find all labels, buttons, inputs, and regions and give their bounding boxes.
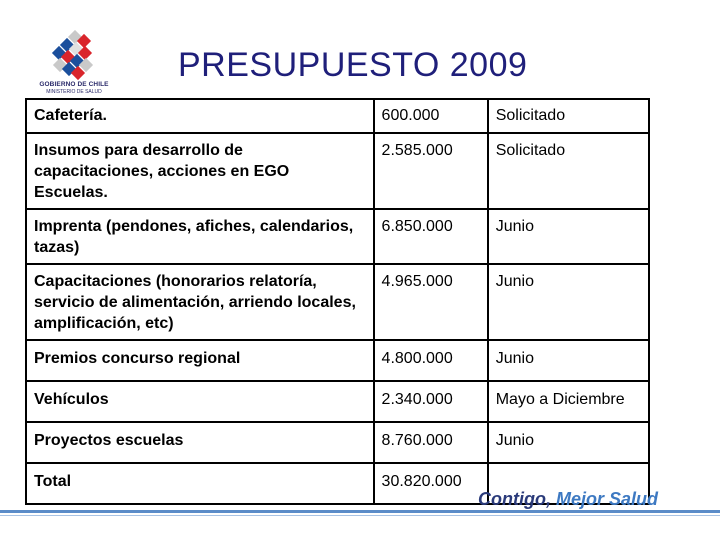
cell-status: Junio: [488, 209, 649, 264]
cell-amount: 600.000: [374, 99, 488, 133]
cell-status: Solicitado: [488, 99, 649, 133]
cell-item: Total: [26, 463, 374, 504]
cell-status: Solicitado: [488, 133, 649, 209]
slogan-part1: Contigo,: [478, 489, 551, 509]
page-title: PRESUPUESTO 2009: [178, 46, 528, 84]
cell-item: Capacitaciones (honorarios relatoría, servicio de alimentación, arriendo locales, amplificación, etc): [26, 264, 374, 340]
logo-text-ministerio: MINISTERIO DE SALUD: [46, 89, 102, 95]
cell-item: Cafetería.: [26, 99, 374, 133]
cell-status: Junio: [488, 264, 649, 340]
slogan-part2: Mejor Salud: [556, 489, 659, 509]
table-row: [26, 209, 649, 264]
cell-item: Imprenta (pendones, afiches, calendarios, tazas): [26, 209, 374, 264]
table-row: [26, 264, 649, 340]
table-row: [26, 340, 649, 381]
table-row: [26, 422, 649, 463]
budget-table: [25, 98, 650, 505]
table-row: [26, 381, 649, 422]
footer-slogan: [478, 489, 658, 510]
table-row: [26, 99, 649, 133]
cell-status: Junio: [488, 422, 649, 463]
cell-amount: 6.850.000: [374, 209, 488, 264]
cell-status: Junio: [488, 340, 649, 381]
cell-amount: 2.585.000: [374, 133, 488, 209]
cell-item: Insumos para desarrollo de capacitaciones, acciones en EGO Escuelas.: [26, 133, 374, 209]
footer-divider: [0, 510, 720, 513]
table-row: [26, 133, 649, 209]
cell-amount: 30.820.000: [374, 463, 488, 504]
cell-item: Premios concurso regional: [26, 340, 374, 381]
logo-text-gobierno: GOBIERNO DE CHILE: [39, 81, 109, 88]
cell-amount: 4.800.000: [374, 340, 488, 381]
cell-amount: 8.760.000: [374, 422, 488, 463]
cell-status: Mayo a Diciembre: [488, 381, 649, 422]
cell-amount: 4.965.000: [374, 264, 488, 340]
cell-item: Vehículos: [26, 381, 374, 422]
cell-amount: 2.340.000: [374, 381, 488, 422]
footer-divider-light: [0, 515, 720, 516]
cell-item: Proyectos escuelas: [26, 422, 374, 463]
